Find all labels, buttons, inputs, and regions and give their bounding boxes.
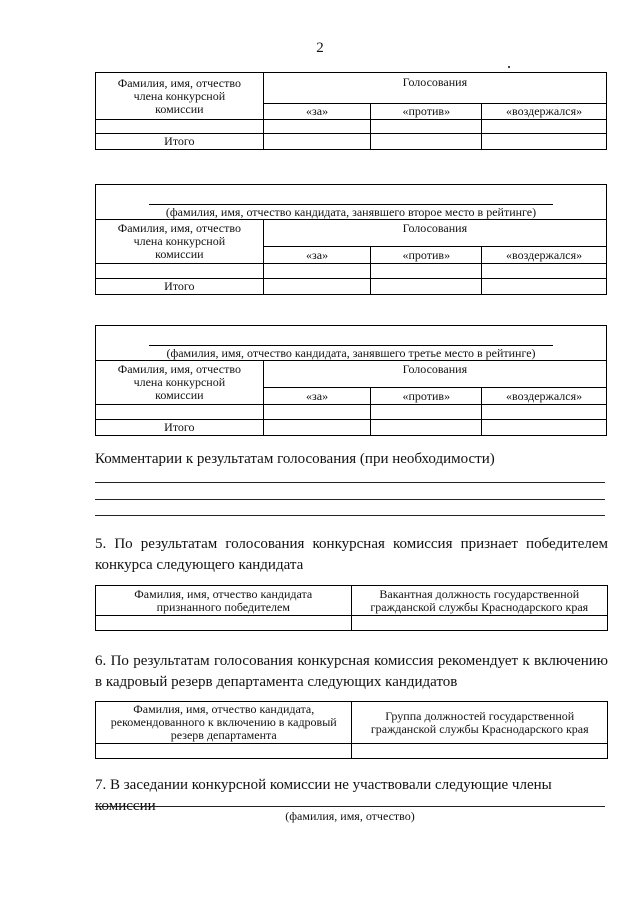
- second-place-caption: (фамилия, имя, отчество кандидата, занявшего второе место в рейтинге): [149, 204, 553, 219]
- winner-name-header: Фамилия, имя, отчество кандидата признанного победителем: [96, 586, 352, 616]
- total-row: [96, 420, 607, 436]
- page-number: 2: [316, 40, 324, 56]
- member-header: Фамилия, имя, отчество члена конкурсной комиссии: [96, 73, 264, 120]
- member-header: Фамилия, имя, отчество члена конкурсной комиссии: [96, 220, 264, 264]
- section-5-text: 5. По результатам голосования конкурсная комиссия признает победителем конкурса следующего кандидата: [95, 536, 608, 573]
- against-header: «против»: [371, 388, 482, 405]
- absent-members-caption: (фамилия, имя, отчество): [285, 809, 415, 823]
- vote-table-first: [95, 72, 607, 150]
- total-row: [96, 134, 607, 150]
- for-header: «за»: [263, 388, 371, 405]
- reserve-candidate-header: Фамилия, имя, отчество кандидата, рекомендованного к включению в кадровый резерв департамента: [96, 702, 352, 744]
- vote-table-third: [95, 325, 607, 436]
- comments-line[interactable]: [95, 482, 605, 483]
- against-header: «против»: [371, 247, 482, 264]
- third-place-caption: (фамилия, имя, отчество кандидата, занявшего третье место в рейтинге): [149, 345, 553, 360]
- against-header: «против»: [371, 104, 482, 120]
- abstained-header: «воздержался»: [482, 388, 607, 405]
- table-row: [96, 120, 607, 134]
- reserve-table: [95, 701, 608, 759]
- table-row: [96, 744, 608, 759]
- table-row: [96, 616, 608, 631]
- section-6-text: 6. По результатам голосования конкурсная комиссия рекомендует к включению в кадровый резерв департамента следующих кандидатов: [95, 653, 608, 690]
- votes-header: Голосования: [263, 220, 606, 247]
- scan-speck: [508, 66, 510, 68]
- section-7-text: 7. В заседании конкурсной комиссии не участвовали следующие члены комиссии: [95, 777, 552, 814]
- absent-members-line[interactable]: [95, 806, 605, 807]
- votes-header: Голосования: [263, 73, 606, 104]
- winner-table: [95, 585, 608, 631]
- table-row: [96, 405, 607, 420]
- votes-header: Голосования: [263, 361, 606, 388]
- member-header: Фамилия, имя, отчество члена конкурсной комиссии: [96, 361, 264, 405]
- comments-label: Комментарии к результатам голосования (при необходимости): [95, 451, 495, 467]
- vacant-position-header: Вакантная должность государственной гражданской службы Краснодарского края: [351, 586, 607, 616]
- abstained-header: «воздержался»: [482, 104, 607, 120]
- total-row: [96, 279, 607, 295]
- total-label: Итого: [96, 134, 264, 150]
- for-header: «за»: [263, 247, 371, 264]
- total-label: Итого: [96, 279, 264, 295]
- total-label: Итого: [96, 420, 264, 436]
- comments-line[interactable]: [95, 499, 605, 500]
- for-header: «за»: [263, 104, 371, 120]
- position-group-header: Группа должностей государственной гражданской службы Краснодарского края: [352, 702, 608, 744]
- comments-line[interactable]: [95, 515, 605, 516]
- abstained-header: «воздержался»: [482, 247, 607, 264]
- vote-table-second: [95, 184, 607, 295]
- table-row: [96, 264, 607, 279]
